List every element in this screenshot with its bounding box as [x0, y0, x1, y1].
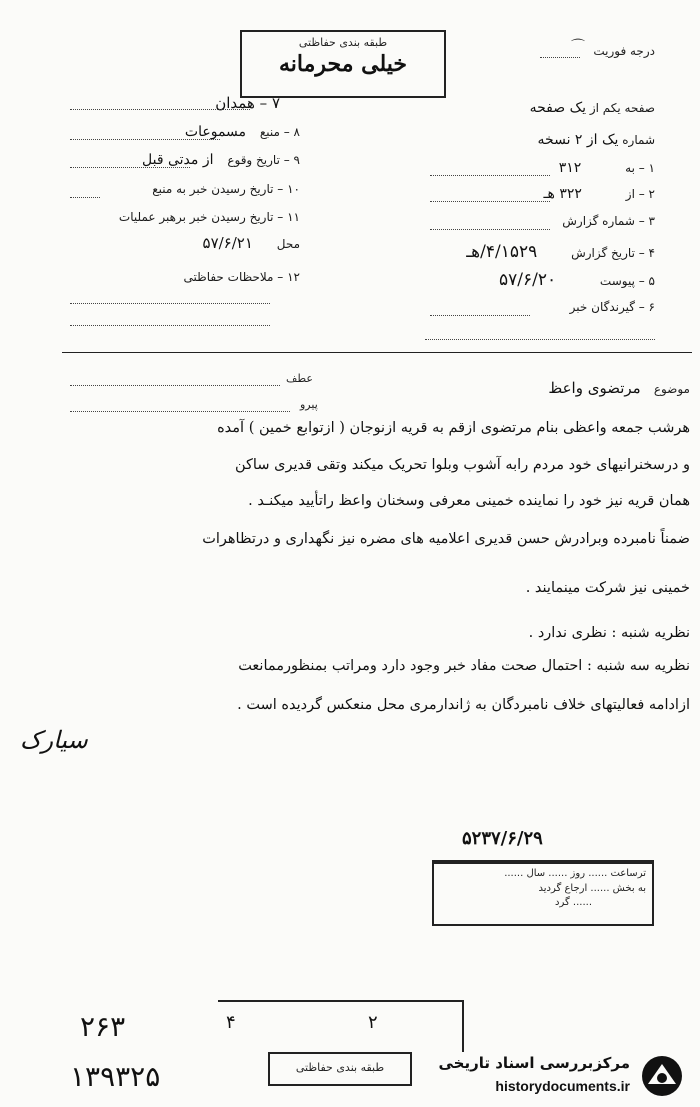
body-line-5: خمینی نیز شرکت مینمایند .	[525, 580, 690, 596]
priority-label: درجه فوریت	[593, 44, 655, 58]
field-occurrence-date: ۹ – تاریخ وقوع از مدتی قبل	[142, 152, 300, 168]
classification-stamp	[240, 30, 446, 98]
signature: سیارک	[20, 726, 88, 754]
field-report-number: ۳ – شماره گزارش	[562, 214, 655, 228]
priority-mark: ⌒	[571, 39, 585, 55]
body-line-4: ضمناً نامبرده وبرادرش حسن قدیری اعلامیه های مضره نیز نگهداری و درتظاهرات	[202, 531, 690, 547]
archive-name: مرکزبررسی اسناد تاریخی	[438, 1054, 630, 1072]
field-page: صفحه یکم از یک صفحه	[529, 100, 655, 116]
header-separator	[62, 352, 692, 353]
classification-stamp-value: خیلی محرمانه	[278, 51, 408, 77]
dots-occurrence	[70, 166, 190, 168]
field-attachment: ۵ – پیوست ۵۷/۶/۲۰	[498, 270, 655, 290]
dots-notes-2	[70, 324, 270, 326]
dots-recipients	[430, 314, 530, 316]
subject-value: مرتضوی واعظ	[548, 379, 641, 397]
action-label: عطف	[286, 372, 313, 385]
field-source: ۸ – منبع مسموعات	[184, 124, 300, 140]
dots-file	[70, 410, 290, 412]
receipt-line-2: به بخش ...... ارجاع گردید	[538, 883, 646, 894]
opinion-saturday: نظریه شنبه : نظری ندارد .	[528, 625, 690, 641]
subject-label: موضوع	[653, 382, 690, 396]
footer-classification	[268, 1052, 412, 1086]
archive-logo	[438, 1050, 690, 1102]
dots-source-rcv	[70, 196, 100, 198]
classification-stamp-label: طبقه بندی حفاظتی	[298, 36, 388, 49]
bottom-box-mark-2: ۲	[368, 1012, 378, 1033]
dots-reportno	[430, 228, 550, 230]
field-security-notes: ۱۲ – ملاحظات حفاظتی	[183, 270, 300, 284]
priority-dots	[540, 56, 580, 58]
recipient-note: ۷ – همدان	[215, 94, 280, 112]
field-source-received: ۱۰ – تاریخ رسیدن خبر به منبع	[152, 182, 300, 196]
field-to: ۱ – به ۳۱۲	[558, 160, 655, 176]
dots-from	[430, 200, 550, 202]
bottom-number-bottom: ۱۳۹۳۲۵	[70, 1060, 161, 1093]
bottom-box	[218, 1000, 464, 1052]
field-from: ۲ – از ۳۲۲ هـ	[543, 186, 655, 202]
archive-website: historydocuments.ir	[495, 1078, 630, 1094]
recipient-dots	[70, 108, 250, 110]
field-location: محل ۵۷/۶/۲۱	[202, 234, 300, 252]
body-line-1: هرشب جمعه واعظی بنام مرتضوی ازقم به قریه ازنوجان ( ازتوابع خمین ) آمده	[217, 420, 690, 436]
body-line-2: و درسخنرانیهای خود مردم رابه آشوب وبلوا تحریک میکند وتقی قدیری ساکن	[234, 457, 690, 473]
body-line-3: همان قریه نیز خود را نماینده خمینی معرفی وسخنان واعظ راتأیید میکنـد .	[248, 493, 690, 509]
bottom-number-top: ۲۶۳	[80, 1010, 126, 1043]
field-report-date: ۴ – تاریخ گزارش ۴/۱۵۲۹/هـ	[466, 242, 655, 262]
bottom-box-mark-1: ۴	[226, 1012, 236, 1033]
opinion-tuesday-2: ازادامه فعالیتهای خلاف نامبردگان به ژاندارمری محل منعکس گردیده است .	[237, 697, 690, 713]
dots-action	[70, 384, 280, 386]
field-copy-number: شماره یک از ۲ نسخه	[537, 132, 655, 148]
dots-source	[70, 138, 220, 140]
receipt-line-1: ترساعت ...... روز ...... سال ......	[504, 868, 646, 879]
dots-notes-1	[70, 302, 270, 304]
receipt-stamp	[432, 860, 654, 926]
opinion-tuesday-1: نظریه سه شنبه : احتمال صحت مفاد خبر وجود دارد ومراتب بمنظورممانعت	[238, 658, 690, 674]
date-bottom: ۵۲۳۷/۶/۲۹	[462, 828, 543, 849]
footer-classification-label: طبقه بندی حفاظتی	[295, 1061, 385, 1074]
subject-line	[390, 378, 690, 397]
dots-recipients-2	[425, 338, 655, 340]
file-label: پیرو	[300, 398, 318, 411]
receipt-line-3: ...... گرد	[555, 897, 592, 908]
archive-logo-icon	[638, 1054, 686, 1098]
field-leader-received: ۱۱ – تاریخ رسیدن خبر برهبر عملیات	[118, 210, 300, 224]
field-recipients: ۶ – گیرندگان خبر	[569, 300, 655, 314]
dots-to	[430, 174, 550, 176]
